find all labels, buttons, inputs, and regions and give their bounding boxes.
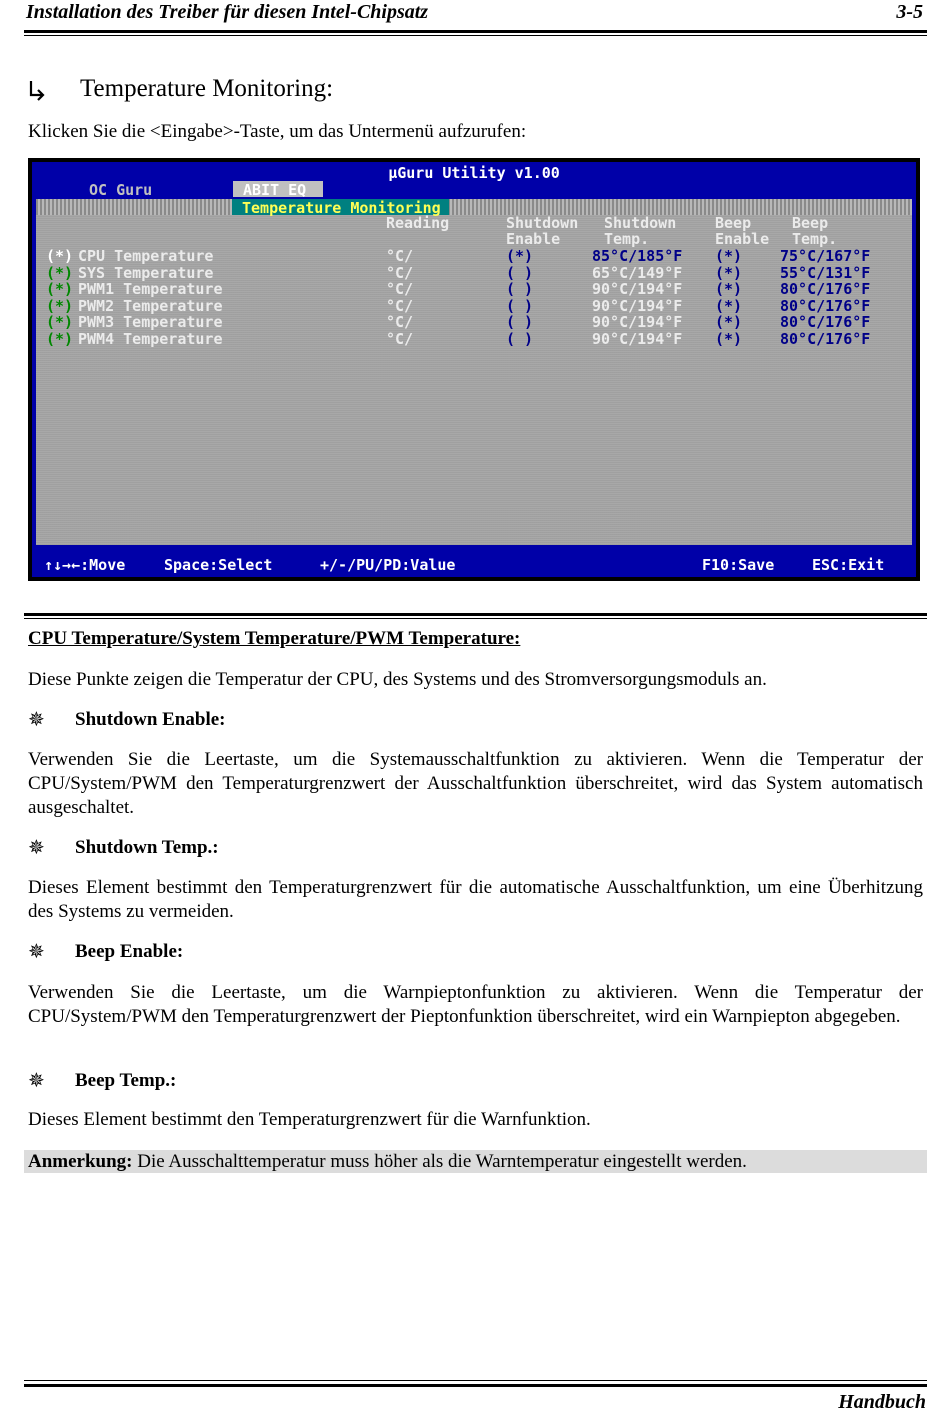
bios-status-bar <box>32 554 916 574</box>
row-check[interactable]: (*) <box>46 313 74 331</box>
item-text: Verwenden Sie die Leertaste, um die Warnpieptonfunktion zu aktivieren. Wenn die Temperatur der CPU/System/PWM den Temperaturgrenzwert der Pieptonfunktion überschreitet, wird ein Warnpiepton abgegeben. <box>28 982 923 1027</box>
item-label: Beep Enable: <box>75 941 184 962</box>
row-beep-temp[interactable]: 80°C/176°F <box>780 329 871 348</box>
col-beep-enable-1: Beep <box>715 214 752 232</box>
section-heading: Temperature Monitoring: <box>80 75 334 102</box>
note-label: Anmerkung: <box>28 1151 133 1172</box>
bios-table-row[interactable] <box>36 314 912 330</box>
row-reading: °C/ <box>386 313 414 331</box>
bios-table-row[interactable] <box>36 281 912 297</box>
row-shutdown-enable[interactable]: ( ) <box>506 263 534 282</box>
row-check[interactable]: (*) <box>46 329 74 348</box>
row-beep-enable[interactable]: (*) <box>715 313 743 331</box>
item-text: Dieses Element bestimmt den Temperaturgrenzwert für die Warnfunktion. <box>28 1109 591 1130</box>
header-title: Installation des Treiber für diesen Intel-Chipsatz <box>26 1 429 23</box>
bios-title: µGuru Utility v1.00 <box>388 164 560 182</box>
row-reading: °C/ <box>386 296 414 315</box>
status-save[interactable]: F10:Save <box>702 556 775 574</box>
row-reading: °C/ <box>386 247 414 265</box>
col-shutdown-temp-1: Shutdown <box>604 214 677 232</box>
row-name: CPU Temperature <box>78 247 214 265</box>
note-text: Die Ausschalttemperatur muss höher als die Warntemperatur eingestellt werden. <box>132 1151 747 1172</box>
bios-panel <box>36 199 912 545</box>
row-beep-temp[interactable]: 80°C/176°F <box>780 296 871 315</box>
row-shutdown-enable[interactable]: ( ) <box>506 313 534 331</box>
row-check[interactable]: (*) <box>46 247 74 265</box>
body-heading: CPU Temperature/System Temperature/PWM Temperature: <box>28 628 521 649</box>
status-select: Space:Select <box>164 556 273 574</box>
bullet-star-icon: ✵ <box>28 709 45 731</box>
row-shutdown-temp[interactable]: 90°C/194°F <box>592 280 683 298</box>
row-beep-enable[interactable]: (*) <box>715 296 743 315</box>
page-header <box>24 0 927 34</box>
col-shutdown-temp-2: Temp. <box>604 230 650 248</box>
status-value: +/-/PU/PD:Value <box>320 556 456 574</box>
row-beep-enable[interactable]: (*) <box>715 280 743 298</box>
header-rule <box>24 30 927 33</box>
row-reading: °C/ <box>386 263 414 282</box>
bios-screenshot <box>28 158 920 581</box>
row-check[interactable]: (*) <box>46 280 74 298</box>
bios-table-row[interactable] <box>36 298 912 314</box>
col-shutdown-enable-2: Enable <box>506 230 561 248</box>
col-reading: Reading <box>386 214 450 232</box>
row-shutdown-temp[interactable]: 65°C/149°F <box>592 263 683 282</box>
row-check[interactable]: (*) <box>46 296 74 315</box>
row-shutdown-temp[interactable]: 85°C/185°F <box>592 247 683 265</box>
col-beep-temp-2: Temp. <box>792 230 838 248</box>
row-beep-temp[interactable]: 75°C/167°F <box>780 247 871 265</box>
row-beep-temp[interactable]: 80°C/176°F <box>780 313 871 331</box>
row-name: SYS Temperature <box>78 263 214 282</box>
bios-screen <box>32 162 916 577</box>
page-number: 3-5 <box>896 1 923 23</box>
body-heading-text: Diese Punkte zeigen die Temperatur der CPU, des Systems und des Stromversorgungsmoduls an. <box>28 669 767 690</box>
row-name: PWM4 Temperature <box>78 329 223 348</box>
row-shutdown-enable[interactable]: ( ) <box>506 280 534 298</box>
bios-table-row[interactable] <box>36 248 912 264</box>
row-name: PWM2 Temperature <box>78 296 223 315</box>
bios-table-row[interactable] <box>36 265 912 281</box>
item-label: Shutdown Temp.: <box>75 837 219 858</box>
section-intro: Klicken Sie die <Eingabe>-Taste, um das Untermenü aufzurufen: <box>28 121 527 142</box>
arrow-icon <box>28 80 50 102</box>
col-beep-temp-1: Beep <box>792 214 829 232</box>
bullet-star-icon: ✵ <box>28 1070 45 1092</box>
panel-top-strip <box>36 199 912 215</box>
status-move: ↑↓→←:Move <box>44 556 126 574</box>
footer-rule-thin <box>24 1380 927 1381</box>
header-rule-thin <box>24 35 927 36</box>
bios-menu-abit-eq[interactable]: ABIT EQ <box>233 181 323 197</box>
item-label: Beep Temp.: <box>75 1070 177 1091</box>
row-beep-temp[interactable]: 55°C/131°F <box>780 263 871 282</box>
row-beep-enable[interactable]: (*) <box>715 263 743 282</box>
bullet-star-icon: ✵ <box>28 941 45 963</box>
row-shutdown-temp[interactable]: 90°C/194°F <box>592 329 683 348</box>
bios-menu-oc-guru[interactable]: OC Guru <box>89 181 153 199</box>
item-text: Verwenden Sie die Leertaste, um die Systemausschaltfunktion zu aktivieren. Wenn die Temperatur der CPU/System/PWM den Temperaturgrenzwert der Ausschaltfunktion überschreitet, wird das System automatisch ausgeschaltet. <box>28 749 923 818</box>
item-text: Dieses Element bestimmt den Temperaturgrenzwert für die automatische Ausschaltfunktion, um eine Überhitzung des Systems zu vermeiden. <box>28 877 923 922</box>
row-reading: °C/ <box>386 280 414 298</box>
status-exit[interactable]: ESC:Exit <box>812 556 885 574</box>
row-shutdown-temp[interactable]: 90°C/194°F <box>592 313 683 331</box>
note-box <box>24 1150 927 1173</box>
item-label: Shutdown Enable: <box>75 709 226 730</box>
col-shutdown-enable-1: Shutdown <box>506 214 579 232</box>
row-shutdown-enable[interactable]: ( ) <box>506 329 534 348</box>
section-rule <box>24 613 927 616</box>
tab-temperature-monitoring[interactable]: Temperature Monitoring <box>232 199 449 215</box>
row-beep-enable[interactable]: (*) <box>715 329 743 348</box>
row-shutdown-enable[interactable]: ( ) <box>506 296 534 315</box>
footer-title: Handbuch <box>838 1391 926 1413</box>
row-name: PWM1 Temperature <box>78 280 223 298</box>
row-check[interactable]: (*) <box>46 263 74 282</box>
col-beep-enable-2: Enable <box>715 230 770 248</box>
row-name: PWM3 Temperature <box>78 313 223 331</box>
bullet-star-icon: ✵ <box>28 837 45 859</box>
bios-table-row[interactable] <box>36 331 912 347</box>
row-beep-temp[interactable]: 80°C/176°F <box>780 280 871 298</box>
footer-rule <box>24 1384 927 1387</box>
row-beep-enable[interactable]: (*) <box>715 247 743 265</box>
section-rule-thin <box>24 618 927 619</box>
row-shutdown-enable[interactable]: (*) <box>506 247 534 265</box>
row-reading: °C/ <box>386 329 414 348</box>
row-shutdown-temp[interactable]: 90°C/194°F <box>592 296 683 315</box>
